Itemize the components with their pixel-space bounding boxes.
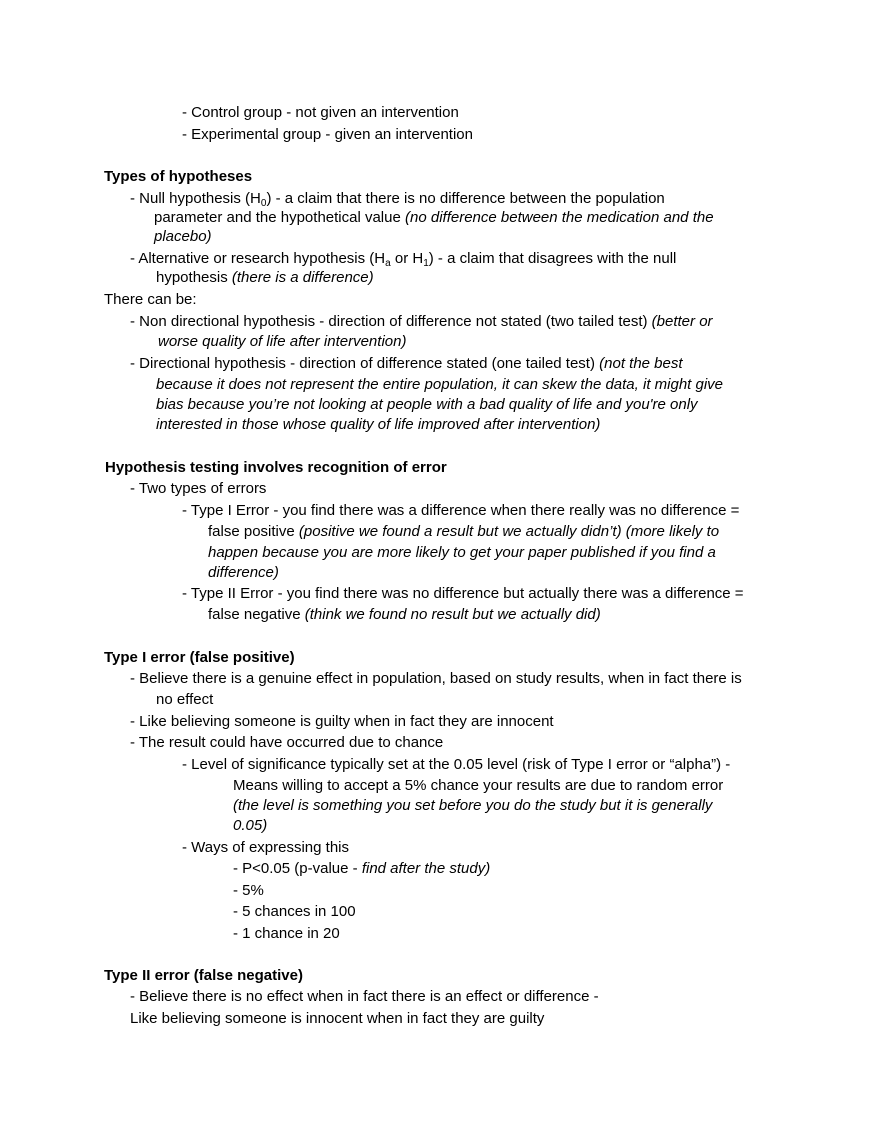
type2-error-continuation: false negative (think we found no result but we actually did) [208, 606, 601, 623]
chances-100-item: - 5 chances in 100 [233, 903, 356, 920]
type1-error-continuation-1: false positive (positive we found a result but we actually didn’t) (more likely to [208, 523, 720, 540]
types-of-hypotheses-heading: Types of hypotheses [104, 168, 253, 185]
type2-error-item: - Type II Error - you find there was no difference but actually there was a difference = [182, 585, 744, 602]
non-directional-continuation: worse quality of life after intervention) [158, 333, 407, 350]
genuine-effect-item: - Believe there is a genuine effect in population, based on study results, when in fact there is [130, 670, 742, 687]
type2-heading: Type II error (false negative) [104, 967, 303, 984]
non-directional-item: - Non directional hypothesis - direction of difference not stated (two tailed test) (better or [130, 313, 713, 330]
directional-continuation-3: interested in those whose quality of life improved after intervention) [156, 416, 601, 433]
null-hypothesis-item: - Null hypothesis $(H_0)$ - a claim that there is no difference between the population [130, 190, 665, 209]
directional-continuation-2: bias because you’re not looking at people with a bad quality of life and you're only [156, 396, 698, 413]
chance-20-item: - 1 chance in 20 [233, 925, 340, 942]
alternative-hypothesis-item: - Alternative or research hypothesis ($H_a$ or $H_1$) - a claim that disagrees with the null [130, 250, 677, 269]
significance-continuation-1: Means willing to accept a 5% chance your results are due to random error [233, 777, 724, 794]
type1-error-continuation-2: happen because you are more likely to get your paper published if you find a [208, 544, 716, 561]
type1-error-continuation-3: difference) [208, 564, 279, 581]
null-hypothesis-continuation: parameter and the hypothetical value (no difference between the medication and the [154, 209, 714, 226]
guilty-item: - Like believing someone is guilty when in fact they are innocent [130, 713, 554, 730]
significance-continuation-2: (the level is something you set before you do the study but it is generally [233, 797, 713, 814]
alternative-hypothesis-continuation: hypothesis (there is a difference) [156, 269, 374, 286]
directional-continuation-1: because it does not represent the entire population, it can skew the data, it might give [156, 376, 724, 393]
significance-item: - Level of significance typically set at the 0.05 level (risk of Type I error or “alpha”) - [182, 756, 731, 773]
two-types-item: - Two types of errors [130, 480, 267, 497]
hypothesis-testing-heading: Hypothesis testing involves recognition of error [105, 459, 447, 476]
percent-item: - 5% [233, 882, 264, 899]
genuine-effect-continuation: no effect [156, 691, 214, 708]
type1-error-item: - Type I Error - you find there was a difference when there really was no difference = [182, 502, 740, 519]
significance-continuation-3: 0.05) [233, 817, 268, 834]
directional-item: - Directional hypothesis - direction of difference stated (one tailed test) (not the best [130, 355, 683, 372]
chance-item: - The result could have occurred due to chance [130, 734, 444, 751]
p-value-item: - P<0.05 (p-value - find after the study) [233, 860, 491, 877]
control-group-item: - Control group - not given an intervention [182, 104, 459, 121]
innocent-item: Like believing someone is innocent when in fact they are guilty [130, 1010, 545, 1027]
ways-item: - Ways of expressing this [182, 839, 349, 856]
null-hypothesis-continuation-2: placebo) [154, 228, 212, 245]
experimental-group-item: - Experimental group - given an intervention [182, 126, 473, 143]
type1-heading: Type I error (false positive) [104, 649, 295, 666]
no-effect-item: - Believe there is no effect when in fact there is an effect or difference - [130, 988, 599, 1005]
there-can-be-text: There can be: [104, 291, 197, 308]
